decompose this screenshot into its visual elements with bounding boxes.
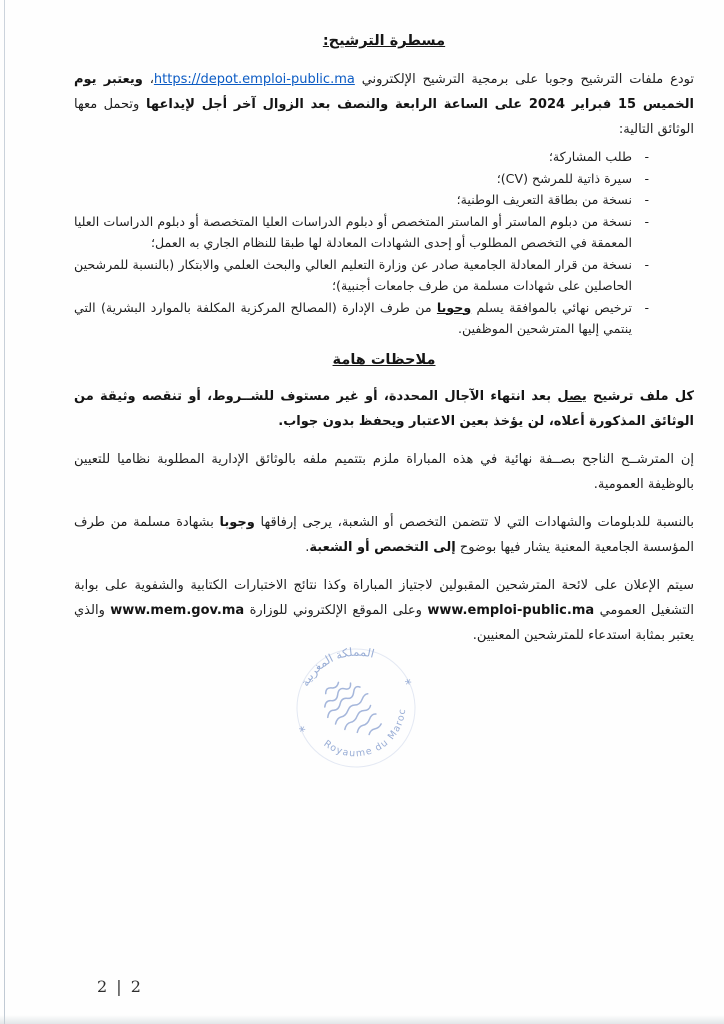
stamp-arc-bottom bbox=[319, 704, 420, 774]
announcement-text-3: والذي يعتبر بمثابة استدعاء للمترشحين المعنيين. bbox=[74, 602, 694, 643]
document-item-label: سيرة ذاتية للمرشح (CV)؛ bbox=[496, 170, 632, 186]
document-item-final-authorization bbox=[74, 297, 649, 340]
completion-note: إن المترشــح الناجح بصــفة نهائية في هذه المباراة ملزم بتتميم ملفه بالوثائق الإدارية المطلوبة نظاميا للتعيين بالوظيفة العمومية. bbox=[74, 451, 694, 492]
intro-text-after: وتحمل معها الوثائق التالية: bbox=[74, 97, 694, 137]
employment-portal-url: www.emploi-public.ma bbox=[427, 602, 595, 618]
scan-edge-artifact bbox=[4, 0, 5, 1024]
authorization-mandatory-word: وجوبا bbox=[436, 299, 472, 315]
required-documents-list bbox=[74, 146, 694, 340]
bullet-dash: - bbox=[644, 213, 649, 229]
announcement-text-2: وعلى الموقع الإلكتروني للوزارة bbox=[244, 602, 428, 618]
document-item-label: نسخة من بطاقة التعريف الوطنية؛ bbox=[456, 192, 632, 207]
bullet-dash: - bbox=[644, 256, 649, 272]
important-notes-section bbox=[74, 352, 694, 648]
rejection-text-before: كل ملف ترشيح bbox=[586, 388, 694, 404]
submission-portal-link[interactable]: https://depot.emploi-public.ma bbox=[153, 72, 355, 87]
announcement-text-1: سيتم الإعلان على لائحة المترشحين المقبولين لاجتياز المباراة وكذا نتائج الاختبارات الكتابية والشفوية على بوابة التشغيل العمومي bbox=[74, 577, 695, 618]
announcement-note bbox=[74, 573, 694, 648]
authorization-text-after: من طرف الإدارة (المصالح المركزية المكلفة بالموارد البشرية) التي ينتمي إليها المترشحين الموظفين. bbox=[74, 299, 632, 336]
ministry-website-url: www.mem.gov.ma bbox=[110, 602, 245, 618]
authorization-text-before: ترخيص نهائي بالموافقة يسلم bbox=[471, 299, 632, 315]
stamp-arc-bottom-text: Royaume du Maroc bbox=[321, 707, 409, 760]
diplomas-text-before: بالنسبة للدبلومات والشهادات التي لا تتضمن التخصص أو الشعبة، يرجى إرفاقها bbox=[254, 514, 694, 530]
document-item-label: طلب المشاركة؛ bbox=[548, 149, 632, 164]
page-number: 2 | 2 bbox=[97, 977, 143, 996]
scan-shadow-artifact bbox=[0, 1015, 724, 1024]
intro-deadline-bold: ويعتبر يوم الخميس 15 فبراير 2024 على الساعة الرابعة والنصف بعد الزوال آخر أجل لإيداعها bbox=[74, 72, 694, 112]
notes-heading: ملاحظات هامة bbox=[332, 351, 436, 368]
stamp-star-right-icon: * bbox=[403, 676, 416, 693]
document-item-equivalence-decision bbox=[74, 254, 649, 297]
intro-paragraph bbox=[74, 67, 694, 142]
document-item-cv bbox=[74, 168, 649, 190]
document-item-diploma-copy bbox=[74, 211, 649, 254]
rejection-underlined-word: يصل bbox=[557, 388, 587, 404]
section-title-procedure: مسطرة الترشيح: bbox=[322, 33, 446, 49]
document-item-label: نسخة من قرار المعادلة الجامعية صادر عن وزارة التعليم العالي والبحث العلمي والابتكار (بالنسبة للمرشحين الحاصلين على شهادات مسلمة من طرف جامعات أجنبية)؛ bbox=[74, 256, 632, 293]
diplomas-text-middle: بشهادة مسلمة من طرف المؤسسة الجامعية المعنية يشار فيها بوضوح bbox=[74, 514, 694, 555]
diplomas-text-end: . bbox=[305, 539, 310, 555]
rejection-text-after: بعد انتهاء الآجال المحددة، أو غير مستوف للشــروط، أو تنقصه وثيقة من الوثائق المذكورة أعلاه، لن يؤخذ بعين الاعتبار ويحفظ بدون جواب. bbox=[74, 388, 694, 429]
bullet-dash: - bbox=[644, 192, 649, 207]
intro-comma: ، bbox=[142, 72, 154, 87]
stamp-center-script bbox=[314, 671, 388, 748]
stamp-star-left-icon: * bbox=[297, 723, 310, 741]
diplomas-specialty-bold: إلى التخصص أو الشعبة bbox=[309, 539, 456, 555]
document-item-national-id bbox=[74, 189, 649, 211]
bullet-dash: - bbox=[644, 299, 649, 315]
bullet-dash: - bbox=[644, 149, 649, 164]
diplomas-mandatory-word: وجوبا bbox=[219, 514, 255, 530]
document-content bbox=[74, 33, 694, 661]
stamp-arc-top-text: المملكة المغربية bbox=[297, 644, 376, 689]
intro-text-before-link: تودع ملفات الترشيح وجوبا على برمجية الترشيح الإلكتروني bbox=[354, 72, 694, 87]
document-item-label: نسخة من دبلوم الماستر أو الماستر المتخصص أو دبلوم الدراسات العليا المتخصصة أو دبلوم الدراسات العليا المعمقة في التخصص المطلوب أو إحدى الشهادات المعادلة لها طبقا للنظام الجاري به العمل؛ bbox=[74, 213, 632, 250]
diplomas-note bbox=[74, 510, 694, 560]
bullet-dash: - bbox=[644, 170, 649, 186]
rejection-note bbox=[74, 384, 694, 434]
document-item-participation-request bbox=[74, 146, 649, 168]
